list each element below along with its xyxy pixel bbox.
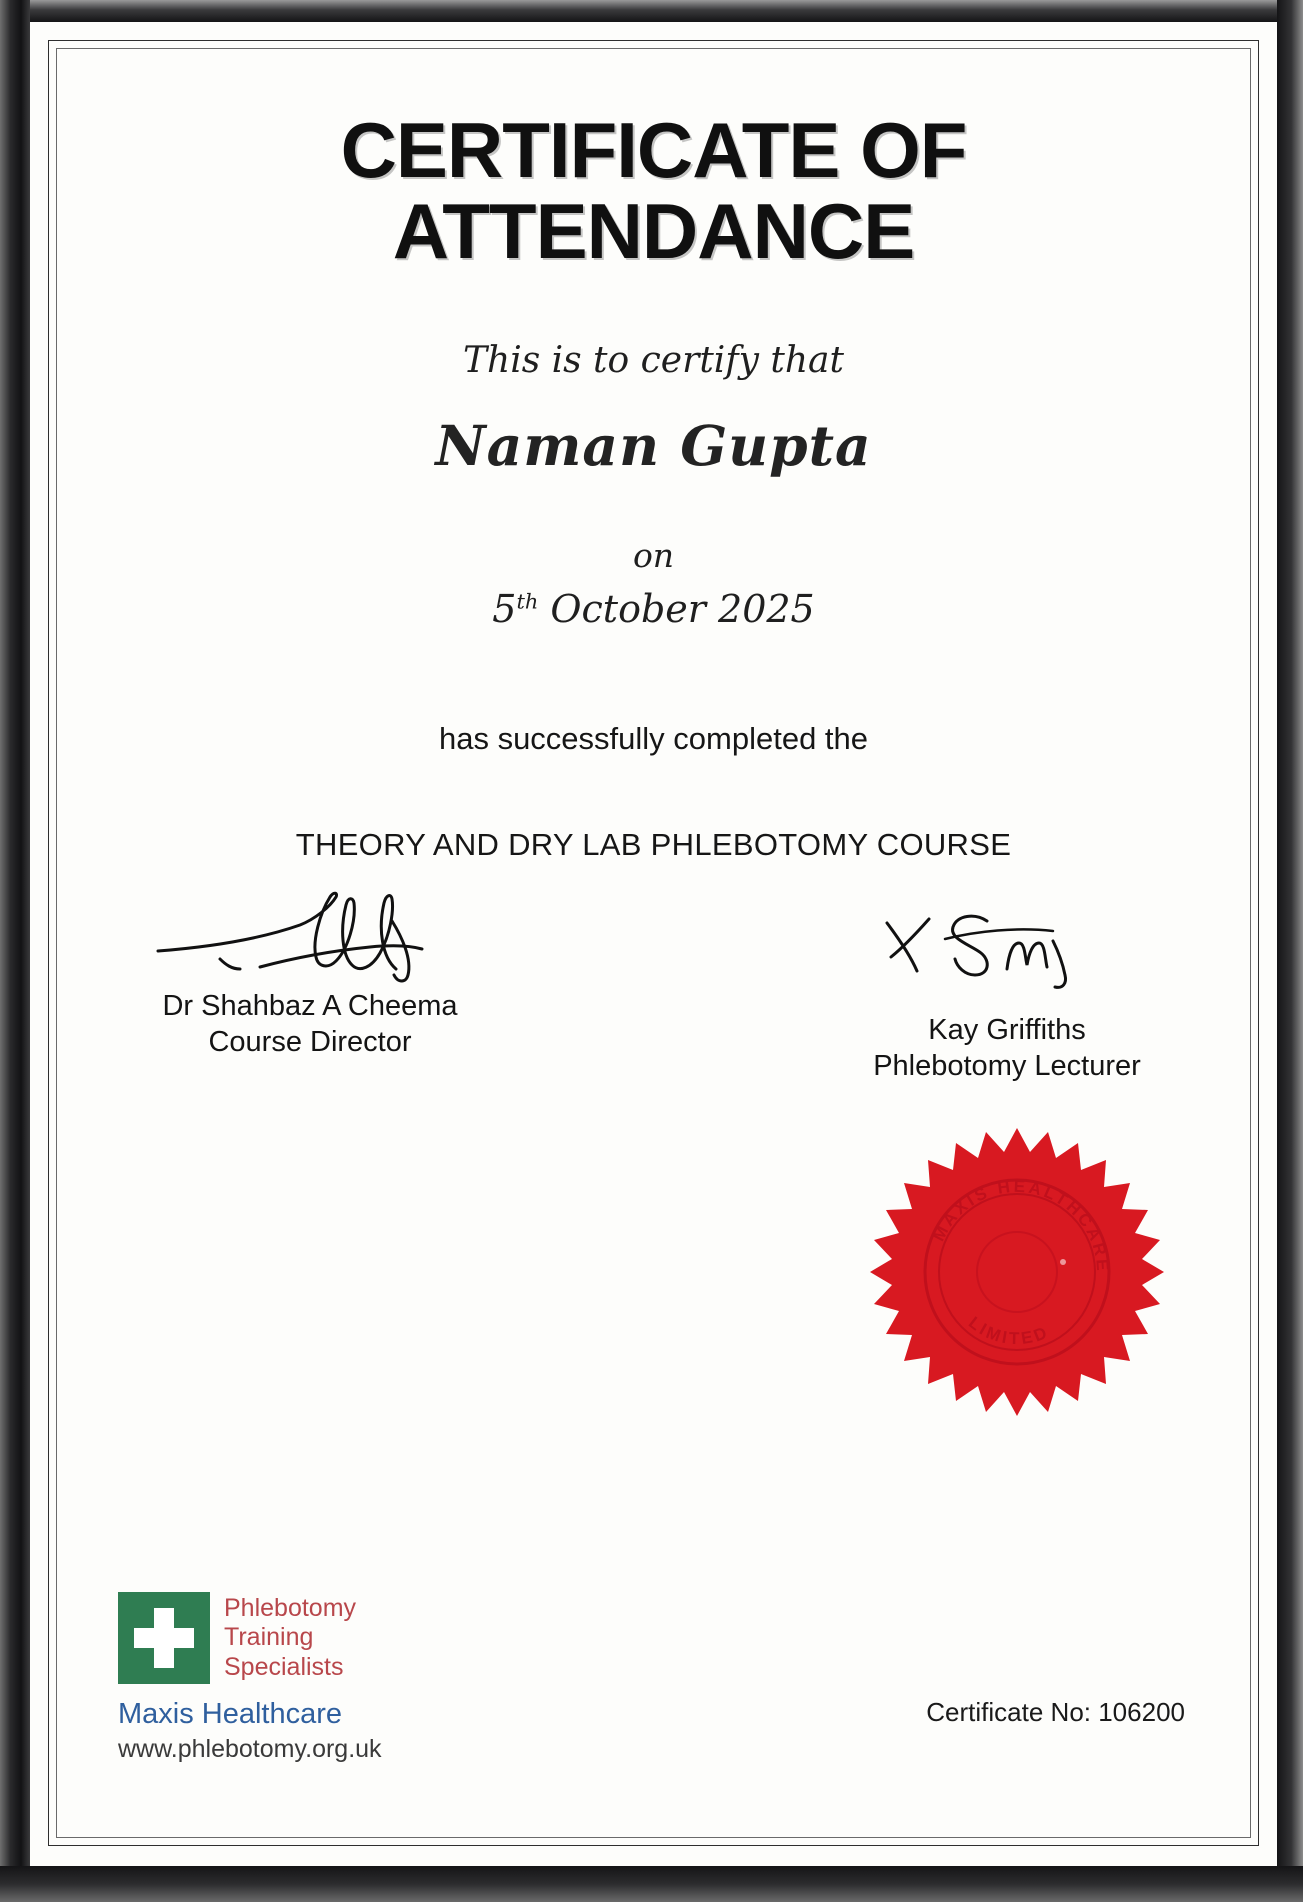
brand-name	[224, 1594, 356, 1683]
frame-edge-bottom	[0, 1866, 1303, 1902]
completion-text: has successfully completed the	[438, 721, 869, 757]
date-day: 5	[492, 587, 517, 632]
frame-edge-left	[0, 0, 30, 1902]
date-ordinal: th	[516, 589, 539, 614]
signature-role: Phlebotomy Lecturer	[873, 1049, 1141, 1082]
certificate-paper	[30, 22, 1277, 1866]
recipient-name: Naman Gupta	[435, 413, 872, 479]
signature-block-course-director	[90, 881, 530, 1060]
attendance-date	[70, 587, 1237, 631]
brand-line-1: Phlebotomy	[224, 1593, 357, 1622]
brand-line-3: Specialists	[224, 1652, 344, 1681]
wax-seal-icon	[867, 1124, 1167, 1424]
frame-edge-top	[0, 0, 1303, 22]
signature-name: Kay Griffiths	[928, 1014, 1086, 1047]
title-line-2: ATTENDANCE	[392, 187, 915, 276]
course-name: THEORY AND DRY LAB PHLEBOTOMY COURSE	[295, 827, 1012, 863]
signature-block-lecturer	[787, 905, 1227, 1084]
date-rest: October 2025	[538, 587, 815, 632]
svg-text:MAXIS HEALTHCARE: MAXIS HEALTHCARE	[928, 1176, 1113, 1275]
handwritten-signature-icon	[90, 881, 530, 989]
on-word: on	[632, 536, 675, 576]
page-title	[70, 106, 1237, 276]
certify-text: This is to certify that	[463, 340, 844, 382]
certificate-number: Certificate No: 106200	[926, 1697, 1185, 1727]
handwritten-signature-icon	[787, 905, 1227, 1013]
organization-logo	[118, 1592, 518, 1764]
frame-edge-right	[1277, 0, 1303, 1902]
company-name: Maxis Healthcare	[118, 1698, 343, 1730]
brand-line-2: Training	[224, 1623, 314, 1652]
signature-name: Dr Shahbaz A Cheema	[162, 990, 458, 1023]
signature-row	[70, 881, 1237, 1081]
signature-role: Course Director	[208, 1025, 412, 1058]
title-line-1: CERTIFICATE OF	[340, 106, 967, 194]
medical-cross-icon	[118, 1592, 210, 1684]
svg-text:LIMITED: LIMITED	[965, 1312, 1053, 1349]
certificate-content	[70, 62, 1237, 1824]
company-website: www.phlebotomy.org.uk	[118, 1735, 382, 1763]
